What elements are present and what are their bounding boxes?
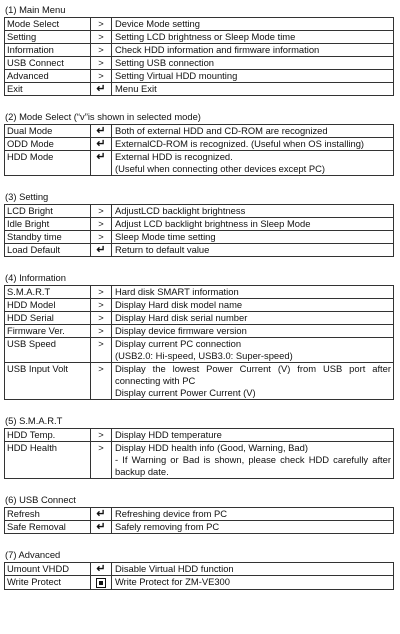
enter-icon: ↵: [96, 563, 106, 575]
arrow-cell: [91, 31, 112, 44]
menu-item-description: Hard disk SMART information: [112, 286, 394, 299]
menu-item-description: Refreshing device from PC: [112, 508, 394, 521]
chevron-right-icon: >: [98, 442, 104, 453]
arrow-cell: [91, 286, 112, 299]
table-row: [5, 138, 394, 151]
chevron-right-icon: >: [98, 231, 104, 242]
table-row: [5, 286, 394, 299]
menu-item-name: HDD Serial: [5, 312, 91, 325]
menu-item-name: Load Default: [5, 244, 91, 257]
table-row: [5, 205, 394, 218]
menu-item-name: HDD Mode: [5, 151, 91, 176]
table-row: [5, 231, 394, 244]
menu-table: [4, 428, 394, 479]
arrow-cell: [91, 218, 112, 231]
menu-item-description: Device Mode setting: [112, 18, 394, 31]
menu-item-description: Both of external HDD and CD-ROM are recognized: [112, 125, 394, 138]
menu-item-name: Standby time: [5, 231, 91, 244]
table-row: [5, 151, 394, 176]
menu-item-description: Setting Virtual HDD mounting: [112, 70, 394, 83]
arrow-cell: [91, 205, 112, 218]
menu-item-description: Display Hard disk serial number: [112, 312, 394, 325]
arrow-cell: [91, 363, 112, 400]
menu-item-description: Display the lowest Power Current (V) from USB port after connecting with PC Display current Power Current (V): [112, 363, 394, 400]
menu-item-description: Check HDD information and firmware information: [112, 44, 394, 57]
menu-table: [4, 507, 394, 534]
menu-item-name: S.M.A.R.T: [5, 286, 91, 299]
table-row: [5, 508, 394, 521]
section-title: (2) Mode Select (“v”is shown in selected mode): [5, 111, 201, 122]
chevron-right-icon: >: [98, 31, 104, 42]
table-row: [5, 363, 394, 400]
menu-item-description: Setting USB connection: [112, 57, 394, 70]
table-row: [5, 31, 394, 44]
table-row: [5, 442, 394, 479]
enter-cell: [91, 563, 112, 576]
menu-item-description: Display current PC connection (USB2.0: Hi-speed, USB3.0: Super-speed): [112, 338, 394, 363]
enter-cell: [91, 83, 112, 96]
menu-item-description: Display device firmware version: [112, 325, 394, 338]
checkbox-cell: [91, 576, 112, 590]
menu-item-description: Display HDD temperature: [112, 429, 394, 442]
section-title: (5) S.M.A.R.T: [5, 415, 63, 426]
menu-item-name: Advanced: [5, 70, 91, 83]
table-row: [5, 44, 394, 57]
menu-item-name: USB Input Volt: [5, 363, 91, 400]
table-row: [5, 18, 394, 31]
menu-item-name: ODD Mode: [5, 138, 91, 151]
enter-icon: ↵: [96, 138, 106, 150]
menu-item-name: HDD Temp.: [5, 429, 91, 442]
table-row: [5, 125, 394, 138]
enter-cell: [91, 521, 112, 534]
menu-item-description: Adjust LCD backlight brightness in Sleep Mode: [112, 218, 394, 231]
chevron-right-icon: >: [98, 325, 104, 336]
menu-item-name: Firmware Ver.: [5, 325, 91, 338]
menu-item-name: Idle Bright: [5, 218, 91, 231]
checkbox-icon: [96, 578, 106, 588]
menu-item-description: Setting LCD brightness or Sleep Mode time: [112, 31, 394, 44]
menu-item-name: Setting: [5, 31, 91, 44]
chevron-right-icon: >: [98, 286, 104, 297]
table-row: [5, 244, 394, 257]
menu-table: [4, 285, 394, 400]
menu-item-name: Information: [5, 44, 91, 57]
arrow-cell: [91, 57, 112, 70]
arrow-cell: [91, 338, 112, 363]
enter-cell: [91, 138, 112, 151]
menu-table: [4, 17, 394, 96]
table-row: [5, 576, 394, 590]
chevron-right-icon: >: [98, 429, 104, 440]
menu-item-name: USB Connect: [5, 57, 91, 70]
arrow-cell: [91, 231, 112, 244]
menu-item-description: ExternalCD-ROM is recognized. (Useful when OS installing): [112, 138, 394, 151]
menu-item-name: HDD Health: [5, 442, 91, 479]
menu-item-description: Write Protect for ZM-VE300: [112, 576, 394, 590]
enter-icon: ↵: [96, 83, 106, 95]
menu-item-name: LCD Bright: [5, 205, 91, 218]
menu-item-description: Sleep Mode time setting: [112, 231, 394, 244]
menu-table: [4, 124, 394, 176]
arrow-cell: [91, 299, 112, 312]
menu-item-name: Exit: [5, 83, 91, 96]
enter-icon: ↵: [96, 521, 106, 533]
menu-item-description: Menu Exit: [112, 83, 394, 96]
chevron-right-icon: >: [98, 44, 104, 55]
menu-item-description: Disable Virtual HDD function: [112, 563, 394, 576]
chevron-right-icon: >: [98, 70, 104, 81]
chevron-right-icon: >: [98, 57, 104, 68]
chevron-right-icon: >: [98, 218, 104, 229]
section-title: (3) Setting: [5, 191, 49, 202]
menu-item-name: Write Protect: [5, 576, 91, 590]
section-title: (6) USB Connect: [5, 494, 76, 505]
menu-item-description: Safely removing from PC: [112, 521, 394, 534]
table-row: [5, 338, 394, 363]
menu-item-name: Refresh: [5, 508, 91, 521]
chevron-right-icon: >: [98, 363, 104, 374]
table-row: [5, 299, 394, 312]
chevron-right-icon: >: [98, 299, 104, 310]
enter-icon: ↵: [96, 151, 106, 163]
arrow-cell: [91, 44, 112, 57]
section-title: (1) Main Menu: [5, 4, 66, 15]
table-row: [5, 325, 394, 338]
chevron-right-icon: >: [98, 338, 104, 349]
enter-icon: ↵: [96, 244, 106, 256]
enter-icon: ↵: [96, 508, 106, 520]
arrow-cell: [91, 18, 112, 31]
menu-item-name: Mode Select: [5, 18, 91, 31]
table-row: [5, 563, 394, 576]
chevron-right-icon: >: [98, 205, 104, 216]
menu-item-description: Return to default value: [112, 244, 394, 257]
enter-cell: [91, 244, 112, 257]
menu-item-description: External HDD is recognized. (Useful when connecting other devices except PC): [112, 151, 394, 176]
arrow-cell: [91, 325, 112, 338]
menu-item-description: Display HDD health info (Good, Warning, Bad) - If Warning or Bad is shown, please check HDD carefully after backup date.: [112, 442, 394, 479]
table-row: [5, 70, 394, 83]
enter-cell: [91, 151, 112, 176]
table-row: [5, 312, 394, 325]
menu-item-name: HDD Model: [5, 299, 91, 312]
arrow-cell: [91, 312, 112, 325]
table-row: [5, 83, 394, 96]
menu-item-name: Dual Mode: [5, 125, 91, 138]
menu-item-description: Display Hard disk model name: [112, 299, 394, 312]
arrow-cell: [91, 442, 112, 479]
table-row: [5, 218, 394, 231]
enter-icon: ↵: [96, 125, 106, 137]
menu-item-name: USB Speed: [5, 338, 91, 363]
menu-table: [4, 562, 394, 590]
menu-item-name: Umount VHDD: [5, 563, 91, 576]
menu-item-description: AdjustLCD backlight brightness: [112, 205, 394, 218]
menu-item-name: Safe Removal: [5, 521, 91, 534]
enter-cell: [91, 508, 112, 521]
chevron-right-icon: >: [98, 312, 104, 323]
chevron-right-icon: >: [98, 18, 104, 29]
enter-cell: [91, 125, 112, 138]
table-row: [5, 57, 394, 70]
table-row: [5, 521, 394, 534]
menu-table: [4, 204, 394, 257]
arrow-cell: [91, 429, 112, 442]
arrow-cell: [91, 70, 112, 83]
section-title: (4) Information: [5, 272, 66, 283]
section-title: (7) Advanced: [5, 549, 61, 560]
table-row: [5, 429, 394, 442]
